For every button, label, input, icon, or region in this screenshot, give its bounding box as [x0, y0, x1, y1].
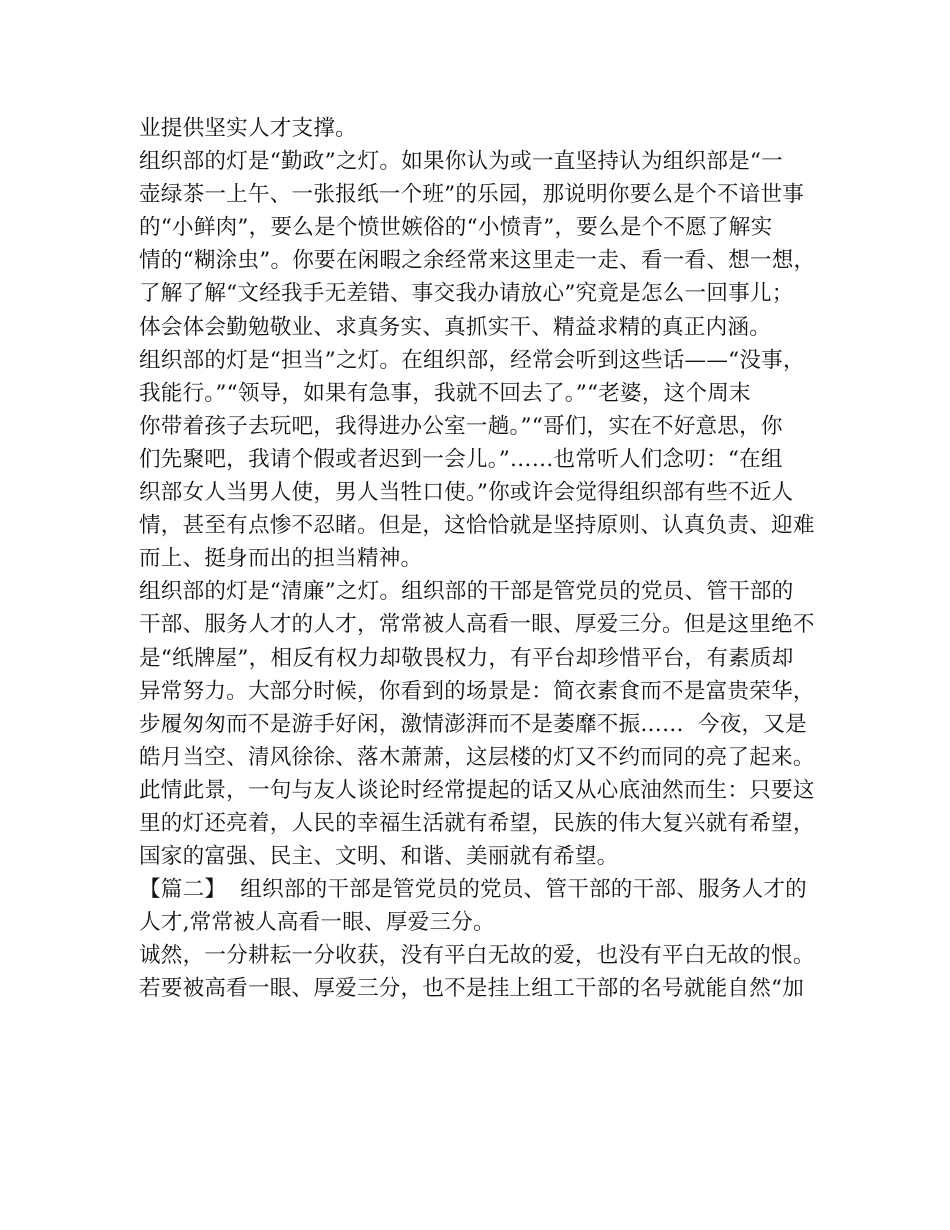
- text-line: 业提供坚实人才支撑。: [139, 116, 357, 141]
- text-line: 是“纸牌屋”，相反有权力却敬畏权力，有平台却珍惜平台，有素质却: [139, 645, 794, 671]
- text-line: 了解了解“文经我手无差错、事交我办请放心”究竟是怎么一回事儿；: [139, 281, 794, 307]
- text-line: 国家的富强、民主、文明、和谐、美丽就有希望。: [139, 844, 619, 870]
- text-line: 诚然，一分耕耘一分收获，没有平白无故的爱，也没有平白无故的恨。: [139, 943, 815, 969]
- text-line: 步履匆匆而不是游手好闲，激情澎湃而不是萎靡不振…… 今夜，又是: [139, 711, 807, 737]
- document-body: [139, 112, 829, 1006]
- text-line: 此情此景，一句与友人谈论时经常提起的话又从心底油然而生：只要这: [139, 777, 815, 803]
- text-line: 组织部的灯是“勤政”之灯。如果你认为或一直坚持认为组织部是“一: [139, 149, 783, 175]
- text-line: 你带着孩子去玩吧，我得进办公室一趟。”“哥们，实在不好意思，你: [139, 413, 783, 439]
- text-line: 体会体会勤勉敬业、求真务实、真抓实干、精益求精的真正内涵。: [139, 314, 772, 340]
- text-line: 人才,常常被人高看一眼、厚爱三分。: [139, 910, 495, 936]
- text-line: 壶绿茶一上午、一张报纸一个班”的乐园，那说明你要么是个不谙世事: [139, 182, 805, 208]
- text-line: 我能行。”“领导，如果有急事，我就不回去了。”“老婆，这个周末: [139, 380, 751, 406]
- text-line: 情，甚至有点惨不忍睹。但是，这恰恰就是坚持原则、认真负责、迎难: [139, 513, 815, 539]
- text-line: 皓月当空、清风徐徐、落木萧萧，这层楼的灯又不约而同的亮了起来。: [139, 744, 815, 770]
- text-line: 而上、挺身而出的担当精神。: [139, 546, 423, 572]
- text-line: 干部、服务人才的人才，常常被人高看一眼、厚爱三分。但是这里绝不: [139, 612, 815, 638]
- text-line: 组织部的灯是“清廉”之灯。组织部的干部是管党员的党员、管干部的: [139, 579, 794, 605]
- text-line: 若要被高看一眼、厚爱三分，也不是挂上组工干部的名号就能自然“加: [139, 976, 805, 1002]
- text-line: 的“小鲜肉”，要么是个愤世嫉俗的“小愤青”，要么是个不愿了解实: [139, 215, 773, 241]
- text-line: 织部女人当男人使，男人当牲口使。”你或许会觉得组织部有些不近人: [139, 480, 794, 506]
- text-line: 异常努力。大部分时候，你看到的场景是：简衣素食而不是富贵荣华，: [139, 678, 815, 704]
- text-line: 组织部的灯是“担当”之灯。在组织部，经常会听到这些话——“没事，: [139, 347, 805, 373]
- text-line: 【篇二】 组织部的干部是管党员的党员、管干部的干部、服务人才的: [139, 877, 807, 903]
- text-line: 们先聚吧，我请个假或者迟到一会儿。”……也常听人们念叨：“在组: [139, 446, 783, 472]
- text-line: 情的“糊涂虫”。你要在闲暇之余经常来这里走一走、看一看、想一想，: [139, 248, 816, 274]
- text-line: 里的灯还亮着，人民的幸福生活就有希望，民族的伟大复兴就有希望，: [139, 810, 815, 836]
